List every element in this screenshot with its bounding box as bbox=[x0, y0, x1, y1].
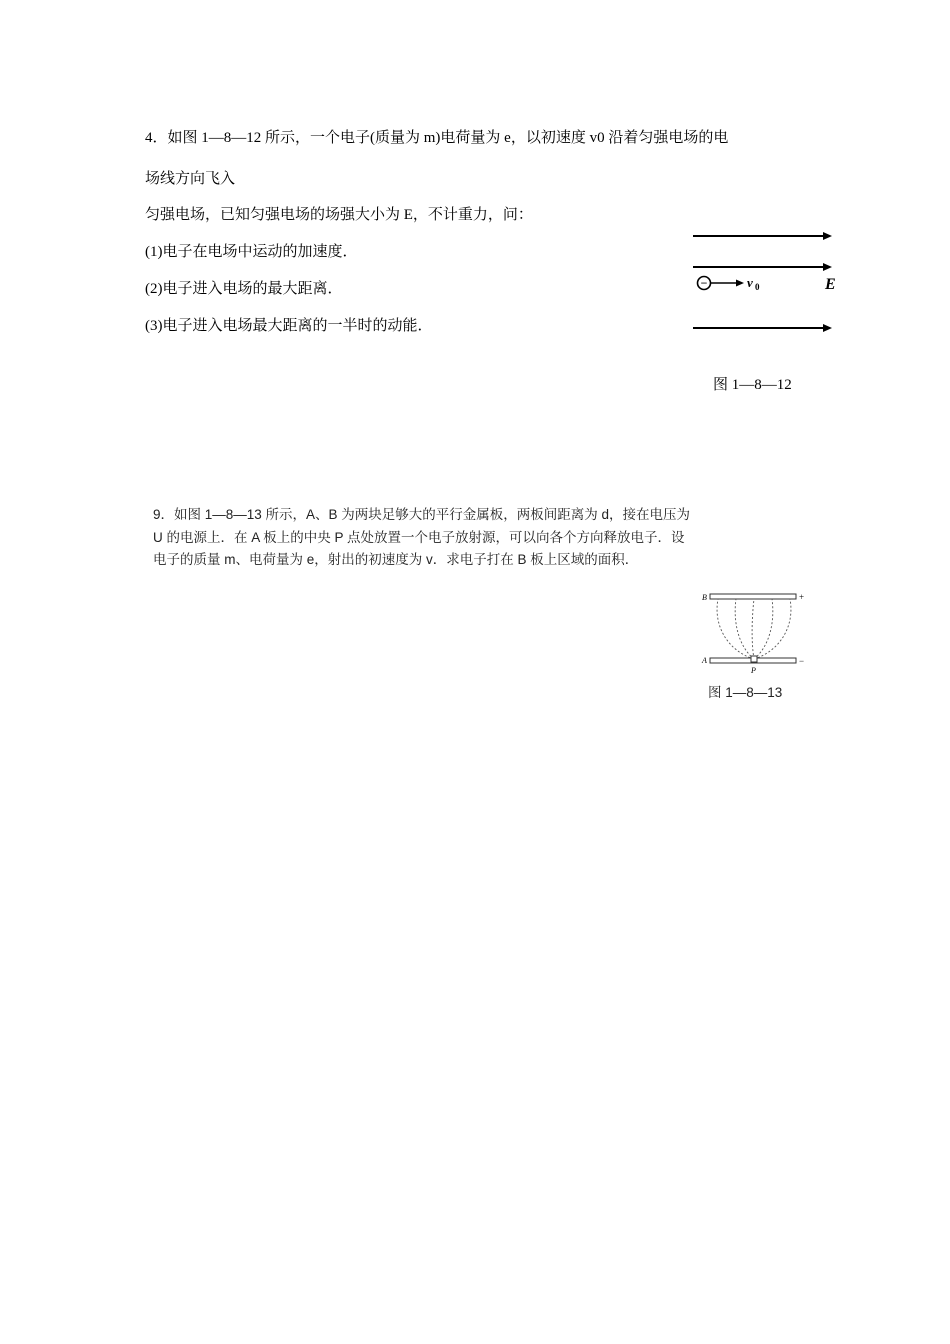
question4-line1: 4．如图 1—8—12 所示，一个电子(质量为 m)电荷量为 e，以初速度 v0 沿着匀强电场的电 bbox=[145, 130, 729, 146]
velocity-arrow bbox=[711, 280, 744, 287]
question4-sub2: (2)电子进入电场的最大距离． bbox=[145, 281, 343, 297]
field-line bbox=[693, 232, 832, 240]
field-label: E bbox=[825, 276, 836, 293]
question4-sub1: (1)电子在电场中运动的加速度． bbox=[145, 244, 358, 260]
plate-a-label: A bbox=[702, 656, 707, 665]
plate-b-label: B bbox=[702, 593, 707, 602]
electron-trajectories bbox=[717, 599, 791, 659]
point-p-label: P bbox=[751, 666, 756, 675]
question4-sub3: (3)电子进入电场最大距离的一半时的动能． bbox=[145, 318, 433, 334]
plate-b-plus: + bbox=[799, 592, 805, 602]
figure-caption-1-8-12: 图 1—8—12 bbox=[713, 377, 792, 393]
figure-caption-1-8-13: 图 1—8—13 bbox=[708, 685, 783, 700]
field-line bbox=[693, 263, 832, 271]
question9-line3: 电子的质量 m、电荷量为 e，射出的初速度为 v．求电子打在 B 板上区域的面积． bbox=[153, 552, 639, 567]
figure-parallel-plates bbox=[698, 586, 818, 681]
question9-line2: U 的电源上．在 A 板上的中央 P 点处放置一个电子放射源，可以向各个方向释放电子．设 bbox=[153, 530, 685, 545]
plate-a-minus: − bbox=[799, 656, 805, 666]
electron-symbol bbox=[698, 276, 711, 290]
electron-sign: − bbox=[700, 276, 708, 290]
figure-electric-field bbox=[690, 225, 840, 340]
source-p bbox=[751, 656, 757, 662]
velocity-label: v bbox=[747, 275, 753, 290]
plate-b bbox=[710, 594, 796, 599]
question4-line3: 匀强电场，已知匀强电场的场强大小为 E，不计重力，问： bbox=[145, 207, 533, 223]
question9-line1: 9．如图 1—8—13 所示，A、B 为两块足够大的平行金属板，两板间距离为 d，接在电压为 bbox=[153, 507, 691, 522]
question4-line2: 场线方向飞入 bbox=[145, 171, 236, 187]
velocity-subscript: 0 bbox=[755, 282, 760, 292]
field-line bbox=[693, 324, 832, 332]
